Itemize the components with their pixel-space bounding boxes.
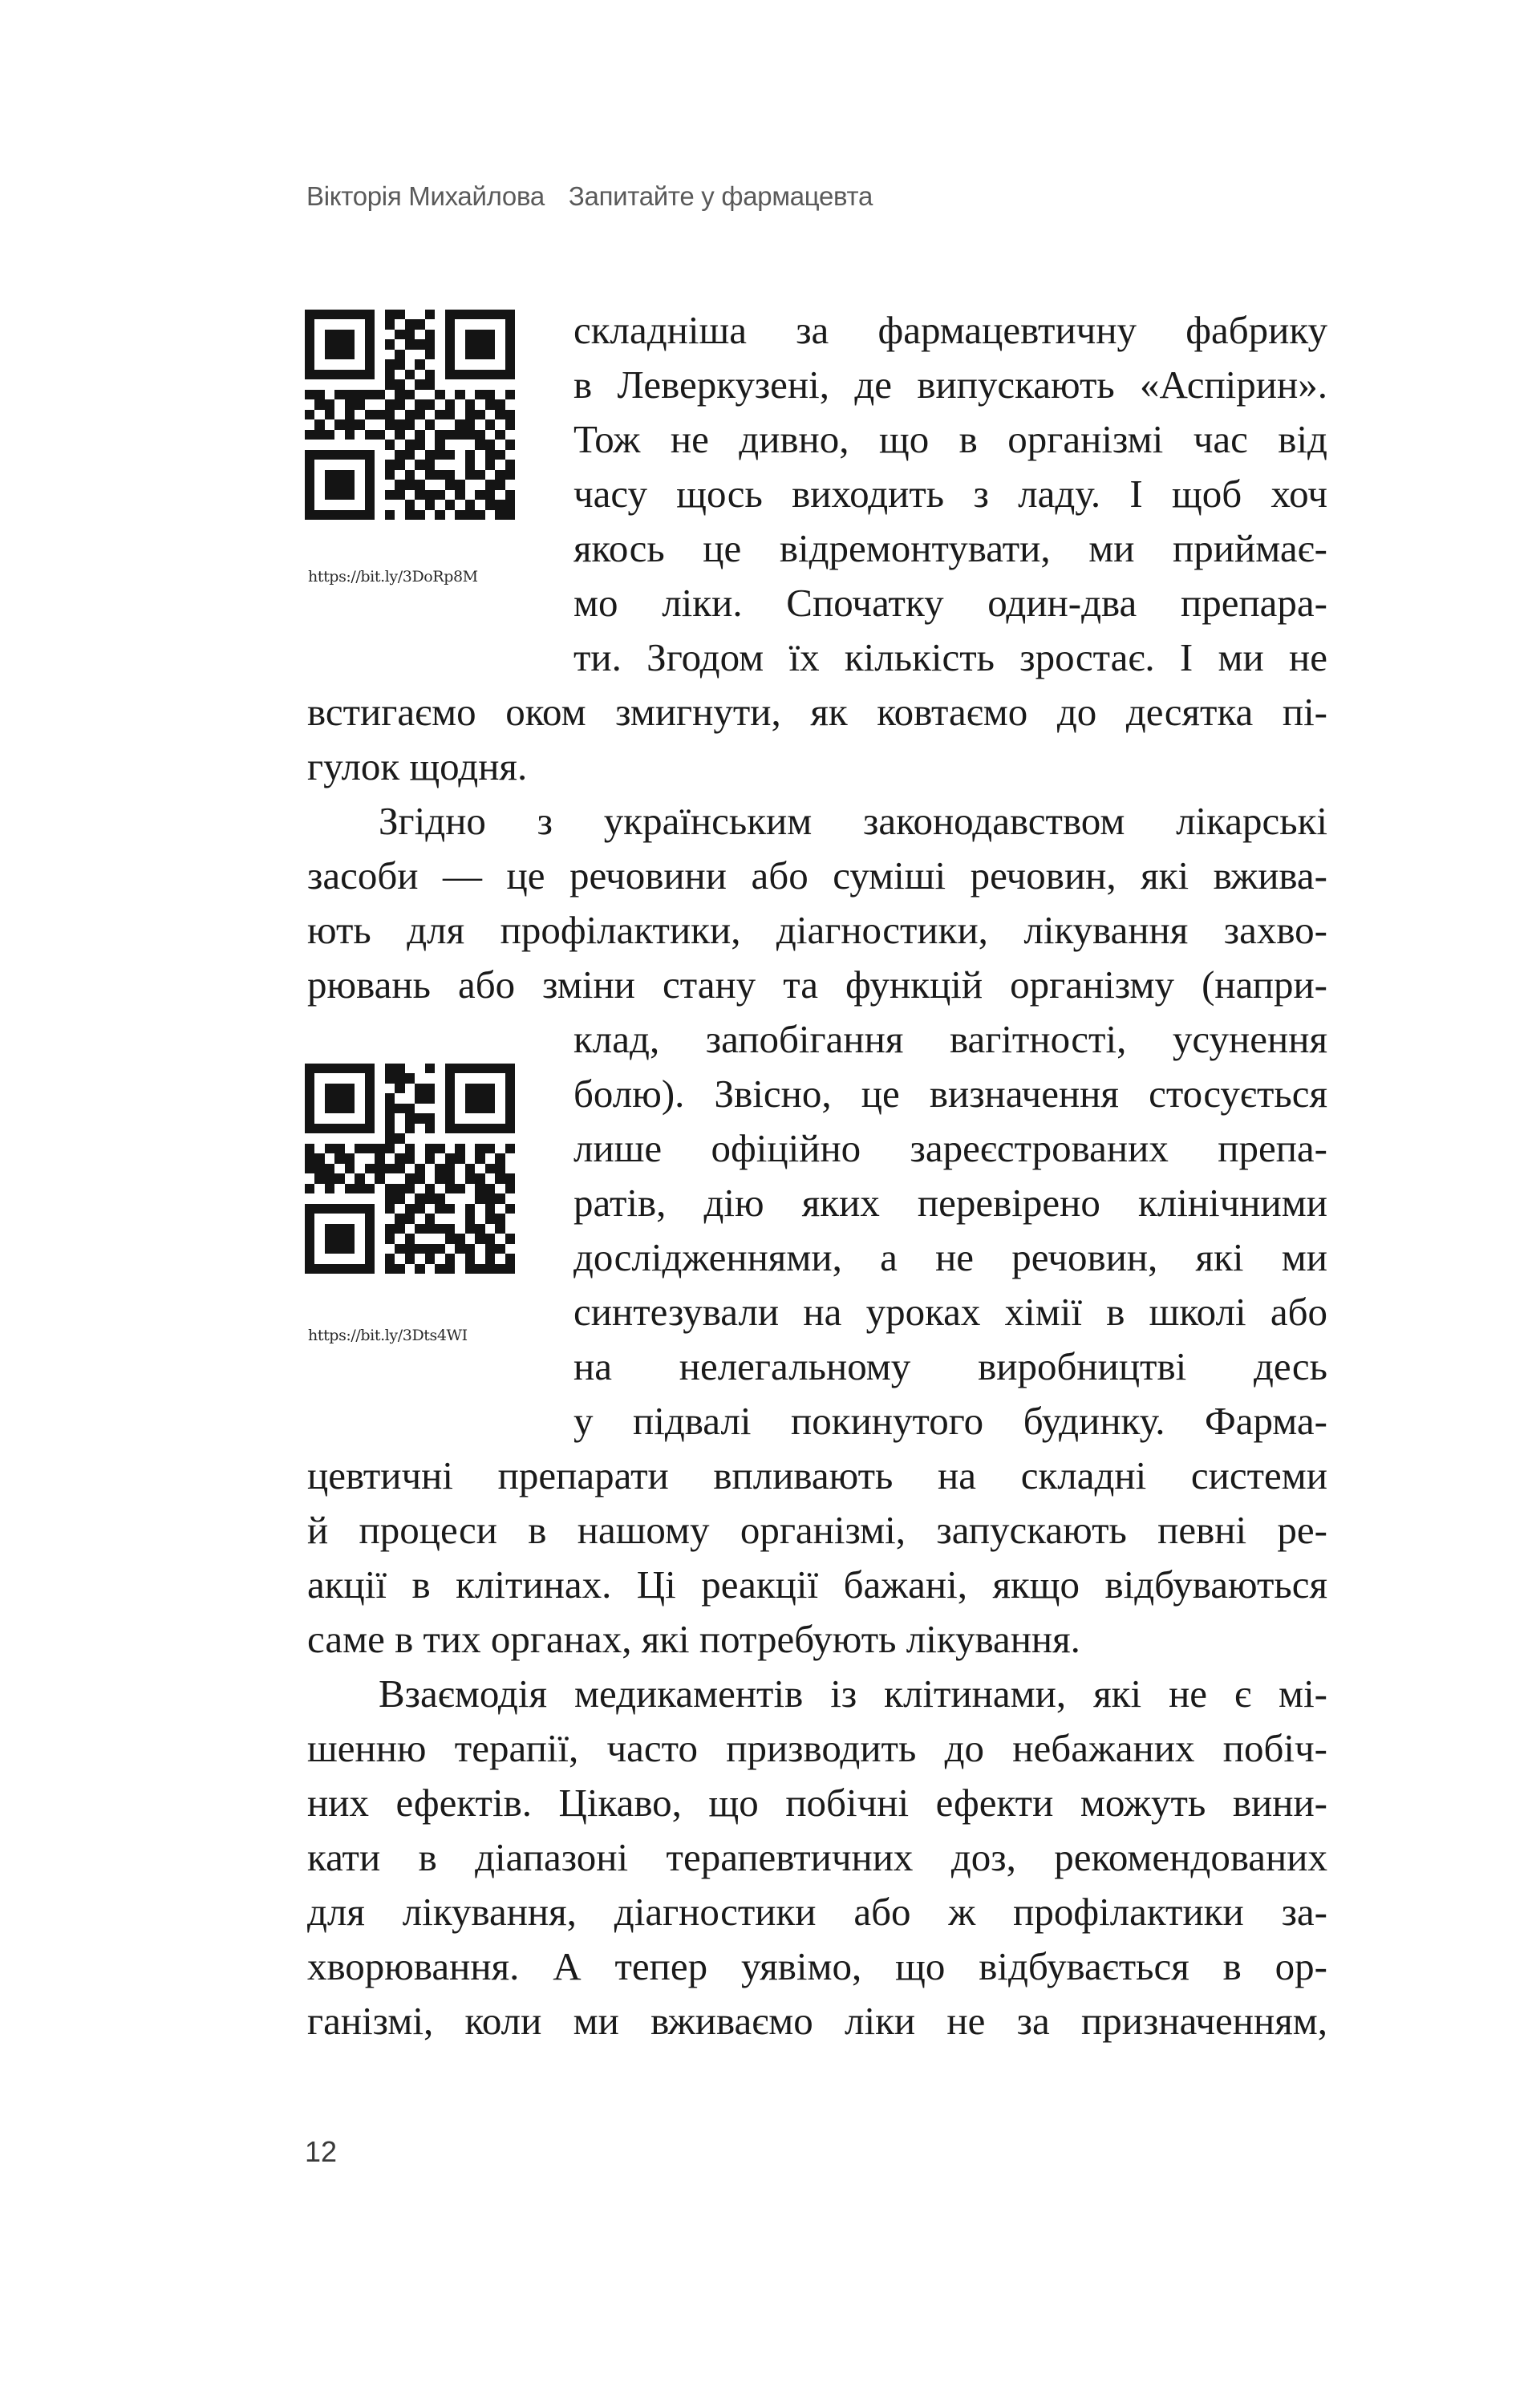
text-line: ганізмі, коли ми вживаємо ліки не за призначенням, <box>307 1999 1327 2043</box>
qr-link-caption[interactable]: https://bit.ly/3DoRp8M <box>308 568 478 586</box>
book-title: Запитайте у фармацевта <box>568 181 873 211</box>
text-line: часу щось виходить з ладу. І щоб хоч <box>573 472 1327 516</box>
text-line: лише офіційно зареєстрованих препа- <box>573 1126 1327 1170</box>
text-line: для лікування, діагностики або ж профілактики за- <box>307 1890 1327 1934</box>
qr-link-caption[interactable]: https://bit.ly/3Dts4WI <box>308 1327 468 1344</box>
text-line: якось це відремонтувати, ми приймає- <box>573 526 1327 570</box>
text-line: шенню терапії, часто призводить до небажаних побіч- <box>307 1726 1327 1770</box>
text-line: них ефектів. Цікаво, що побічні ефекти можуть вини- <box>307 1781 1327 1825</box>
text-line: й процеси в нашому організмі, запускають певні ре- <box>307 1508 1327 1552</box>
author-name: Вікторія Михайлова <box>306 181 545 211</box>
text-line: мо ліки. Спочатку один-два препара- <box>573 581 1327 625</box>
text-line: ратів, дію яких перевірено клінічними <box>573 1181 1327 1225</box>
page-number: 12 <box>305 2135 338 2168</box>
text-line: рювань або зміни стану та функцій організму (напри- <box>307 962 1327 1007</box>
text-line: саме в тих органах, які потребують лікування. <box>307 1617 1080 1661</box>
text-line: цевтичні препарати впливають на складні системи <box>307 1453 1327 1497</box>
text-line: встигаємо оком змигнути, як ковтаємо до десятка пі- <box>307 690 1327 734</box>
text-line: Взаємодія медикаментів із клітинами, які не є мі- <box>379 1672 1327 1716</box>
text-line: синтезували на уроках хімії в школі або <box>573 1290 1327 1334</box>
text-line: ти. Згодом їх кількість зростає. І ми не <box>573 635 1327 679</box>
text-line: гулок щодня. <box>307 744 528 788</box>
text-line: хворювання. А тепер уявімо, що відбувається в ор- <box>307 1944 1327 1988</box>
text-line: акції в клітинах. Ці реакції бажані, якщо відбуваються <box>307 1562 1327 1607</box>
text-line: Тож не дивно, що в організмі час від <box>573 417 1327 461</box>
text-line: кати в діапазоні терапевтичних доз, рекомендованих <box>307 1835 1327 1879</box>
text-line: складніша за фармацевтичну фабрику <box>573 308 1327 352</box>
text-line: на нелегальному виробництві десь <box>573 1344 1327 1388</box>
text-line: болю). Звісно, це визначення стосується <box>573 1072 1327 1116</box>
text-line: засоби — це речовини або суміші речовин, які вжива- <box>307 853 1327 898</box>
text-line: в Леверкузені, де випускають «Аспірин». <box>573 363 1327 407</box>
text-line: дослідженнями, а не речовин, які ми <box>573 1235 1327 1279</box>
text-line: клад, запобігання вагітності, усунення <box>573 1017 1327 1061</box>
text-line: ють для профілактики, діагностики, лікування захво- <box>307 908 1327 952</box>
text-line: Згідно з українським законодавством лікарські <box>379 799 1327 843</box>
text-line: у підвалі покинутого будинку. Фарма- <box>573 1399 1327 1443</box>
